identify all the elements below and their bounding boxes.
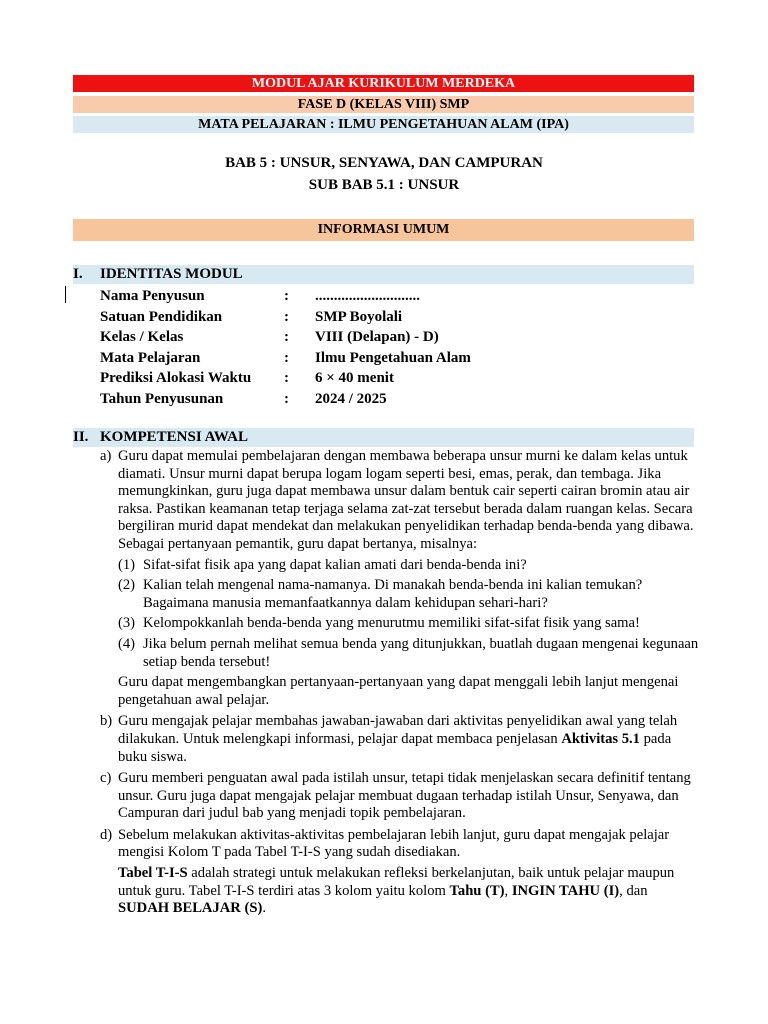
identity-label: Nama Penyusun: [100, 288, 205, 304]
list-item-a: [100, 448, 700, 709]
text-run: adalah strategi untuk melakukan refleksi berkelanjutan, baik untuk pelajar maupun untuk guru. Tabel T-I-S terdiri atas 3 kolom yaitu kolom: [118, 865, 675, 899]
list-marker: b): [100, 713, 113, 730]
question-marker: (2): [118, 577, 136, 594]
paragraph: [118, 865, 700, 918]
bold-run: Tabel T-I-S: [118, 865, 188, 882]
identity-row: [100, 286, 471, 307]
chapter-title: BAB 5 : UNSUR, SENYAWA, DAN CAMPURAN: [225, 155, 543, 171]
identity-value: VIII (Delapan) - D): [315, 329, 439, 345]
identity-label: Mata Pelajaran: [100, 349, 201, 366]
subchapter-title: SUB BAB 5.1 : UNSUR: [308, 177, 460, 193]
identity-label: Tahun Penyusunan: [100, 390, 224, 407]
identity-row: [100, 368, 471, 389]
identity-table: [100, 286, 471, 409]
fase-banner: FASE D (KELAS VIII) SMP: [73, 96, 694, 113]
question-text: Kelompokkanlah benda-benda yang menurutmu memiliki sifat-sifat fisik yang sama!: [143, 615, 640, 632]
identity-colon: :: [284, 390, 289, 407]
bold-run: Aktivitas 5.1: [561, 730, 640, 747]
question-item: [118, 615, 700, 633]
question-item: [118, 636, 700, 671]
identity-colon: :: [284, 349, 289, 366]
identity-label: Kelas / Kelas: [100, 329, 184, 345]
paragraph: Guru dapat memulai pembelajaran dengan membawa beberapa unsur murni ke dalam kelas untuk diamati. Unsur murni dapat berupa logam logam seperti besi, emas, perak, dan tembaga. Jika memungkinkan, guru juga dapat membawa unsur dalam bentuk cair seperti cairan bromin atau air raksa. Pastikan keamanan tetap terjaga selama zat-zat tersebut berada dalam ruangan kelas. Secara bergiliran murid dapat mendekat dan melakukan penyelidikan terhadap benda-benda yang dibawa. Sebagai pertanyaan pemantik, guru dapat bertanya, misalnya:: [118, 448, 694, 552]
identity-value: Ilmu Pengetahuan Alam: [315, 349, 471, 366]
paragraph: Guru memberi penguatan awal pada istilah unsur, tetapi tidak menjelaskan secara definitif tentang unsur. Guru juga dapat mengajak pelajar membuat dugaan terhadap istilah Unsur, Senyawa, dan Campuran dari judul bab yang menjadi topik pembelajaran.: [118, 770, 691, 822]
text-run: .: [262, 900, 266, 917]
question-item: [118, 557, 700, 575]
question-marker: (3): [118, 615, 136, 632]
list-item-b: [100, 713, 700, 766]
question-marker: (4): [118, 635, 136, 652]
subject-banner: MATA PELAJARAN : ILMU PENGETAHUAN ALAM (IPA): [73, 116, 694, 133]
identity-colon: :: [284, 288, 289, 304]
question-text: Sifat-sifat fisik apa yang dapat kalian amati dari benda-benda ini?: [143, 556, 527, 573]
section-1-number: I.: [73, 266, 83, 282]
list-item-c: [100, 770, 700, 823]
paragraph: [118, 713, 700, 766]
identity-label: Satuan Pendidikan: [100, 308, 223, 325]
identity-row: [100, 348, 471, 369]
identity-label: Prediksi Alokasi Waktu: [100, 370, 252, 386]
bold-run: Tahu (T): [449, 882, 505, 899]
question-item: [118, 577, 700, 612]
question-marker: (1): [118, 556, 136, 573]
list-marker: a): [100, 448, 112, 464]
text-run: pada buku siswa.: [118, 730, 672, 765]
bold-run: SUDAH BELAJAR (S): [118, 900, 263, 917]
question-text: Kalian telah mengenal nama-namanya. Di manakah benda-benda ini kalian temukan? Bagaimana manusia memanfaatkannya dalam kehidupan sehari-hari?: [143, 577, 643, 611]
identity-value: 2024 / 2025: [315, 390, 387, 407]
bold-run: INGIN TAHU (I): [511, 882, 620, 899]
section-2-number: II.: [73, 429, 89, 445]
identity-row: [100, 307, 471, 328]
identity-row: [100, 327, 471, 348]
text-cursor: [65, 286, 66, 303]
section-2-title: KOMPETENSI AWAL: [100, 429, 248, 445]
identity-value: ............................: [315, 288, 420, 304]
identity-value: 6 × 40 menit: [315, 370, 394, 386]
identity-row: [100, 389, 471, 410]
identity-colon: :: [284, 329, 289, 345]
info-umum-banner: INFORMASI UMUM: [73, 219, 694, 241]
text-run: , dan: [619, 882, 648, 899]
module-title-banner: MODUL AJAR KURIKULUM MERDEKA: [73, 75, 694, 92]
paragraph: Sebelum melakukan aktivitas-aktivitas pembelajaran lebih lanjut, guru dapat mengajak pelajar mengisi Kolom T pada Tabel T-I-S yang sudah disediakan.: [118, 826, 670, 861]
paragraph: Guru dapat mengembangkan pertanyaan-pertanyaan yang dapat menggali lebih lanjut mengenai pengetahuan awal pelajar.: [118, 674, 679, 708]
list-marker: d): [100, 826, 113, 843]
section-1-title: IDENTITAS MODUL: [100, 266, 243, 282]
identity-colon: :: [284, 308, 289, 325]
identity-colon: :: [284, 370, 289, 386]
list-marker: c): [100, 770, 112, 787]
kompetensi-awal-content: [100, 448, 700, 918]
question-text: Jika belum pernah melihat semua benda yang ditunjukkan, buatlah dugaan mengenai kegunaan setiap benda tersebut!: [143, 635, 699, 670]
identity-value: SMP Boyolali: [315, 308, 403, 325]
text-run: Guru mengajak pelajar membahas jawaban-jawaban dari aktivitas penyelidikan awal yang telah dilakukan. Untuk melengkapi informasi, pelajar dapat membaca penjelasan: [118, 713, 678, 747]
text-run: ,: [504, 882, 512, 899]
list-item-d: [100, 827, 700, 918]
